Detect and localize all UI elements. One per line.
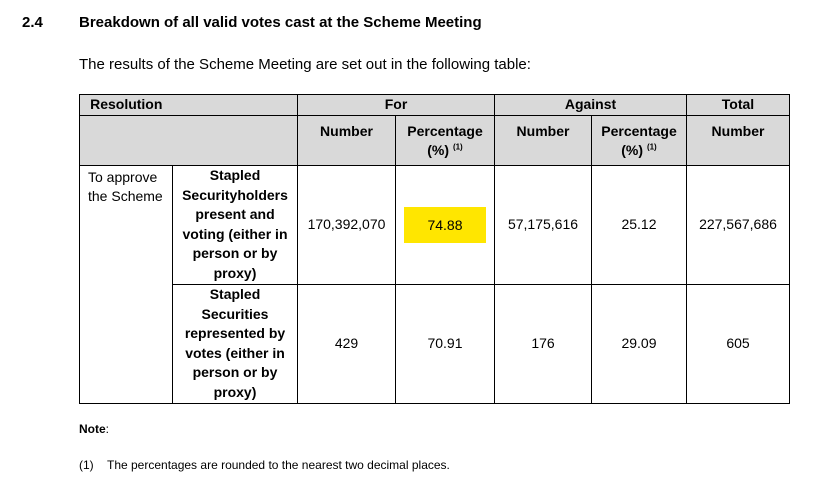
- row-category: Stapled Securities represented by votes (either in person or by proxy): [173, 284, 298, 403]
- total-number-cell: 605: [687, 284, 790, 403]
- header-against-percentage: Percentage (%) $^{(1)}$: [592, 115, 687, 165]
- section-number: 2.4: [22, 14, 43, 31]
- section-title: Breakdown of all valid votes cast at the Scheme Meeting: [79, 14, 482, 31]
- total-number-cell: 227,567,686: [687, 165, 790, 284]
- header-for-number: Number: [298, 115, 396, 165]
- intro-text: The results of the Scheme Meeting are set out in the following table:: [79, 56, 531, 73]
- resolution-name: To approve the Scheme: [80, 165, 173, 403]
- table-row: [80, 165, 790, 284]
- table-row: [80, 284, 790, 403]
- header-total-number: Number: [687, 115, 790, 165]
- header-against: Against: [495, 95, 687, 116]
- against-number-cell: 57,175,616: [495, 165, 592, 284]
- header-total: Total: [687, 95, 790, 116]
- note-item: (1) The percentages are rounded to the nearest two decimal places.: [79, 458, 450, 472]
- for-number-cell: 170,392,070: [298, 165, 396, 284]
- votes-table: [79, 94, 790, 404]
- against-percentage-cell: 25.12: [592, 165, 687, 284]
- note-label: Note:: [79, 422, 110, 436]
- row-category: Stapled Securityholders present and voting (either in person or by proxy): [173, 165, 298, 284]
- against-number-cell: 176: [495, 284, 592, 403]
- header-for: For: [298, 95, 495, 116]
- against-percentage-cell: 29.09: [592, 284, 687, 403]
- for-percentage-cell: [396, 165, 495, 284]
- for-number-cell: 429: [298, 284, 396, 403]
- header-against-number: Number: [495, 115, 592, 165]
- for-percentage-cell: 70.91: [396, 284, 495, 403]
- highlighted-value: 74.88: [404, 207, 486, 243]
- header-for-percentage: Percentage (%) $^{(1)}$: [396, 115, 495, 165]
- header-resolution: Resolution: [80, 95, 173, 116]
